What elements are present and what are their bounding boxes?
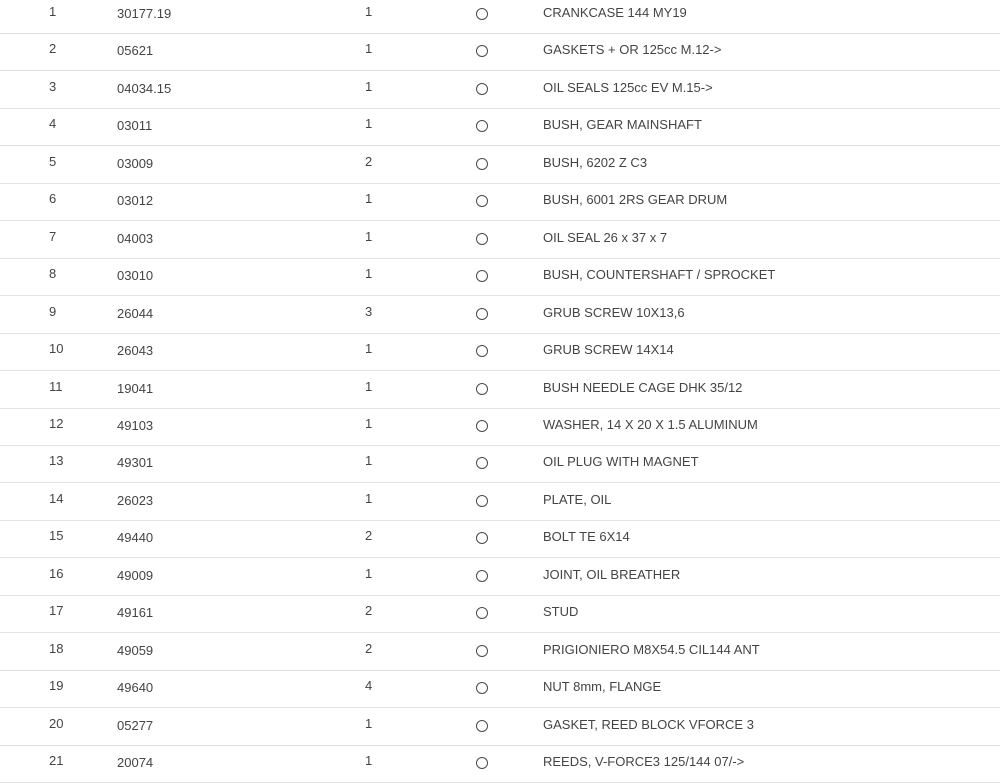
table-row bbox=[0, 72, 1000, 109]
select-radio[interactable] bbox=[476, 45, 488, 57]
part-code: 49640 bbox=[117, 680, 154, 696]
part-description: REEDS, V-FORCE3 125/144 07/-> bbox=[543, 754, 745, 769]
part-code: 19041 bbox=[117, 380, 154, 396]
part-number: 18 bbox=[49, 640, 64, 656]
select-radio[interactable] bbox=[476, 495, 488, 507]
part-code: 30177.19 bbox=[117, 6, 172, 21]
part-description: OIL SEAL 26 x 37 x 7 bbox=[543, 229, 668, 245]
part-description: BOLT TE 6X14 bbox=[543, 529, 630, 545]
table-row bbox=[0, 596, 1000, 633]
select-radio[interactable] bbox=[476, 308, 488, 320]
part-quantity: 1 bbox=[365, 41, 373, 57]
part-number: 19 bbox=[49, 678, 64, 694]
part-description: CRANKCASE 144 MY19 bbox=[543, 5, 687, 20]
part-description: GRUB SCREW 10X13,6 bbox=[543, 304, 685, 320]
part-description: BUSH, 6202 Z C3 bbox=[543, 154, 648, 170]
part-description: PRIGIONIERO M8X54.5 CIL144 ANT bbox=[543, 641, 760, 657]
part-code: 49059 bbox=[117, 642, 154, 658]
part-number: 7 bbox=[49, 228, 57, 244]
part-quantity: 3 bbox=[365, 303, 373, 319]
part-quantity: 1 bbox=[365, 341, 373, 357]
part-number: 13 bbox=[49, 453, 64, 469]
select-radio[interactable] bbox=[476, 83, 488, 95]
select-radio[interactable] bbox=[476, 120, 488, 132]
part-number: 3 bbox=[49, 78, 57, 94]
part-description: BUSH, COUNTERSHAFT / SPROCKET bbox=[543, 267, 776, 283]
part-number: 17 bbox=[49, 603, 64, 619]
part-code: 26023 bbox=[117, 492, 154, 508]
part-number: 15 bbox=[49, 528, 64, 544]
select-radio[interactable] bbox=[476, 158, 488, 170]
part-quantity: 1 bbox=[365, 715, 373, 731]
select-radio[interactable] bbox=[476, 345, 488, 357]
part-number: 10 bbox=[49, 341, 64, 357]
part-quantity: 2 bbox=[365, 603, 373, 619]
part-number: 9 bbox=[49, 303, 57, 319]
part-number: 11 bbox=[49, 378, 63, 394]
part-quantity: 1 bbox=[365, 266, 373, 282]
part-quantity: 1 bbox=[365, 116, 373, 132]
part-quantity: 1 bbox=[365, 753, 373, 768]
part-number: 20 bbox=[49, 715, 64, 731]
select-radio[interactable] bbox=[476, 570, 488, 582]
part-description: BUSH, GEAR MAINSHAFT bbox=[543, 117, 702, 133]
part-number: 4 bbox=[49, 116, 57, 132]
part-description: GASKETS + OR 125cc M.12-> bbox=[543, 42, 722, 58]
table-row bbox=[0, 334, 1000, 371]
part-number: 2 bbox=[49, 41, 57, 57]
select-radio[interactable] bbox=[476, 532, 488, 544]
part-quantity: 1 bbox=[365, 415, 373, 431]
part-description: BUSH NEEDLE CAGE DHK 35/12 bbox=[543, 379, 743, 395]
part-code: 03011 bbox=[117, 118, 153, 134]
select-radio[interactable] bbox=[476, 270, 488, 282]
select-radio[interactable] bbox=[476, 757, 488, 769]
part-code: 03010 bbox=[117, 268, 154, 284]
select-radio[interactable] bbox=[476, 233, 488, 245]
table-row bbox=[0, 0, 1000, 34]
select-radio[interactable] bbox=[476, 420, 488, 432]
part-number: 21 bbox=[49, 753, 64, 768]
part-quantity: 1 bbox=[365, 78, 373, 94]
part-quantity: 1 bbox=[365, 228, 373, 244]
part-code: 05277 bbox=[117, 717, 154, 733]
table-row bbox=[0, 559, 1000, 596]
table-row bbox=[0, 409, 1000, 446]
part-code: 26044 bbox=[117, 305, 154, 321]
part-description: OIL SEALS 125cc EV M.15-> bbox=[543, 79, 713, 95]
part-quantity: 2 bbox=[365, 528, 373, 544]
part-description: BUSH, 6001 2RS GEAR DRUM bbox=[543, 192, 728, 208]
select-radio[interactable] bbox=[476, 8, 488, 20]
part-description: NUT 8mm, FLANGE bbox=[543, 679, 662, 695]
table-row bbox=[0, 222, 1000, 259]
part-quantity: 1 bbox=[365, 490, 373, 506]
part-code: 49161 bbox=[117, 605, 154, 621]
part-number: 12 bbox=[49, 415, 64, 431]
table-row bbox=[0, 634, 1000, 671]
part-quantity: 1 bbox=[365, 4, 373, 19]
table-row bbox=[0, 521, 1000, 558]
select-radio[interactable] bbox=[476, 720, 488, 732]
part-code: 26043 bbox=[117, 343, 154, 359]
table-row bbox=[0, 372, 1000, 409]
part-description: STUD bbox=[543, 604, 579, 620]
table-row bbox=[0, 484, 1000, 521]
part-quantity: 1 bbox=[365, 565, 373, 581]
part-code: 04003 bbox=[117, 230, 154, 246]
table-row bbox=[0, 446, 1000, 483]
part-code: 05621 bbox=[117, 43, 154, 59]
part-description: JOINT, OIL BREATHER bbox=[543, 566, 681, 582]
part-code: 49103 bbox=[117, 417, 154, 433]
part-number: 6 bbox=[49, 191, 57, 207]
part-code: 49009 bbox=[117, 567, 154, 583]
select-radio[interactable] bbox=[476, 645, 488, 657]
part-code: 03009 bbox=[117, 155, 154, 171]
table-row bbox=[0, 34, 1000, 71]
table-row bbox=[0, 746, 1000, 783]
part-number: 16 bbox=[49, 565, 64, 581]
part-description: OIL PLUG WITH MAGNET bbox=[543, 454, 699, 470]
select-radio[interactable] bbox=[476, 682, 488, 694]
table-row bbox=[0, 184, 1000, 221]
part-number: 5 bbox=[49, 153, 57, 169]
select-radio[interactable] bbox=[476, 457, 488, 469]
table-row bbox=[0, 109, 1000, 146]
part-quantity: 2 bbox=[365, 153, 373, 169]
part-number: 1 bbox=[49, 4, 57, 19]
part-code: 49301 bbox=[117, 455, 154, 471]
table-row bbox=[0, 259, 1000, 296]
part-number: 14 bbox=[49, 490, 64, 506]
select-radio[interactable] bbox=[476, 383, 488, 395]
part-number: 8 bbox=[49, 266, 57, 282]
part-quantity: 2 bbox=[365, 640, 373, 656]
part-quantity: 1 bbox=[365, 378, 373, 394]
table-row bbox=[0, 709, 1000, 746]
part-description: WASHER, 14 X 20 X 1.5 ALUMINUM bbox=[543, 416, 758, 432]
part-description: PLATE, OIL bbox=[543, 491, 612, 507]
part-code: 04034.15 bbox=[117, 80, 172, 96]
select-radio[interactable] bbox=[476, 195, 488, 207]
select-radio[interactable] bbox=[476, 607, 488, 619]
part-code: 03012 bbox=[117, 193, 154, 209]
part-quantity: 4 bbox=[365, 678, 373, 694]
part-code: 20074 bbox=[117, 755, 154, 770]
part-quantity: 1 bbox=[365, 453, 373, 469]
table-row bbox=[0, 671, 1000, 708]
part-description: GASKET, REED BLOCK VFORCE 3 bbox=[543, 716, 754, 732]
table-row bbox=[0, 297, 1000, 334]
table-row bbox=[0, 147, 1000, 184]
part-description: GRUB SCREW 14X14 bbox=[543, 342, 674, 358]
part-quantity: 1 bbox=[365, 191, 373, 207]
part-code: 49440 bbox=[117, 530, 154, 546]
